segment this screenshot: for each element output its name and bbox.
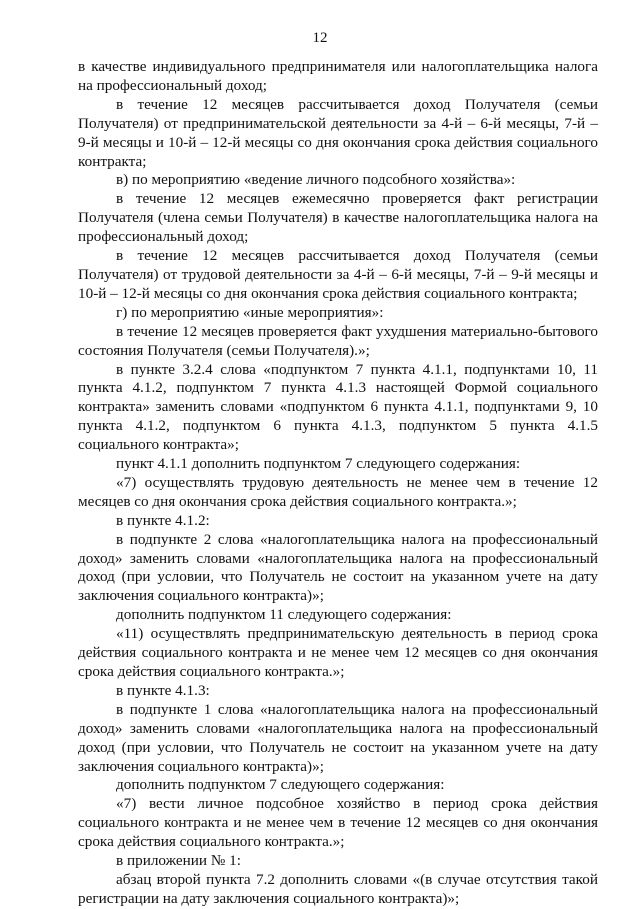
paragraph: пункт 4.1.1 дополнить подпунктом 7 следующего содержания: [116, 455, 521, 473]
paragraph: абзац второй пункта 7.2 дополнить словами «(в случае отсутствия такой регистрации на дату заключения социального контракта)»; [78, 870, 598, 907]
paragraph: в пункте 3.2.4 слова «подпунктом 7 пункта 4.1.1, подпунктами 10, 11 пункта 4.1.2, подпунктом 7 пункта 4.1.3 настоящей Формой социального контракта» заменить словами «подпунктом 6 пункта 4.1.1, подпунктами 9, 10 пункта 4.1.2, подпунктом 6 пункта 4.1.3, подпунктом 5 пункта 4.1.5 социального контракта»; [78, 360, 598, 454]
paragraph: в подпункте 1 слова «налогоплательщика налога на профессиональный доход» заменить словами «налогоплательщика налога на профессиональный доход (при условии, что Получатель не состоит на указанном учете на дату заключения социального контракта)»; [78, 700, 598, 775]
paragraph: «11) осуществлять предпринимательскую деятельность в период срока действия социального контракта и не менее чем 12 месяцев со дня окончания срока действия социального контракта.»; [78, 625, 598, 680]
paragraph: «7) вести личное подсобное хозяйство в период срока действия социального контракта и не менее чем в течение 12 месяцев со дня окончания срока действия социального контракта.»; [78, 795, 598, 851]
paragraph: в течение 12 месяцев ежемесячно проверяется факт регистрации Получателя (члена семьи Получателя) в качестве налогоплательщика налога на профессиональный доход; [78, 190, 598, 246]
paragraph: в) по мероприятию «ведение личного подсобного хозяйства»: [116, 171, 516, 189]
paragraph: в течение 12 месяцев рассчитывается доход Получателя (семьи Получателя) от трудовой деятельности за 4-й – 6-й месяцы, 7-й – 9-й месяцы и 10-й – 12-й месяцы со дня окончания срока действия социального контракта; [78, 247, 598, 302]
paragraph: в течение 12 месяцев рассчитывается доход Получателя (семьи Получателя) от предпринимательской деятельности за 4-й – 6-й месяцы, 7-й – 9-й месяцы и 10-й – 12-й месяцы со дня окончания срока действия социального контракта; [78, 95, 598, 170]
paragraph: в течение 12 месяцев проверяется факт ухудшения материально-бытового состояния Получателя (семьи Получателя).»; [78, 322, 598, 359]
page-number: 12 [312, 30, 328, 46]
paragraph: в пункте 4.1.2: [116, 511, 210, 529]
paragraph: в приложении № 1: [116, 852, 241, 870]
paragraph: «7) осуществлять трудовую деятельность не менее чем в течение 12 месяцев со дня окончания срока действия социального контракта.»; [78, 473, 598, 510]
paragraph: в подпункте 2 слова «налогоплательщика налога на профессиональный доход» заменить словами «налогоплательщика налога на профессиональный доход (при условии, что Получатель не состоит на указанном учете на дату заключения социального контракта)»; [78, 530, 598, 605]
paragraph: в качестве индивидуального предпринимателя или налогоплательщика налога на профессиональный доход; [78, 58, 598, 94]
document-body [78, 58, 598, 909]
paragraph: в пункте 4.1.3: [116, 681, 210, 699]
paragraph: г) по мероприятию «иные мероприятия»: [116, 303, 384, 321]
paragraph: дополнить подпунктом 7 следующего содержания: [116, 776, 445, 794]
paragraph: дополнить подпунктом 11 следующего содержания: [116, 606, 452, 624]
